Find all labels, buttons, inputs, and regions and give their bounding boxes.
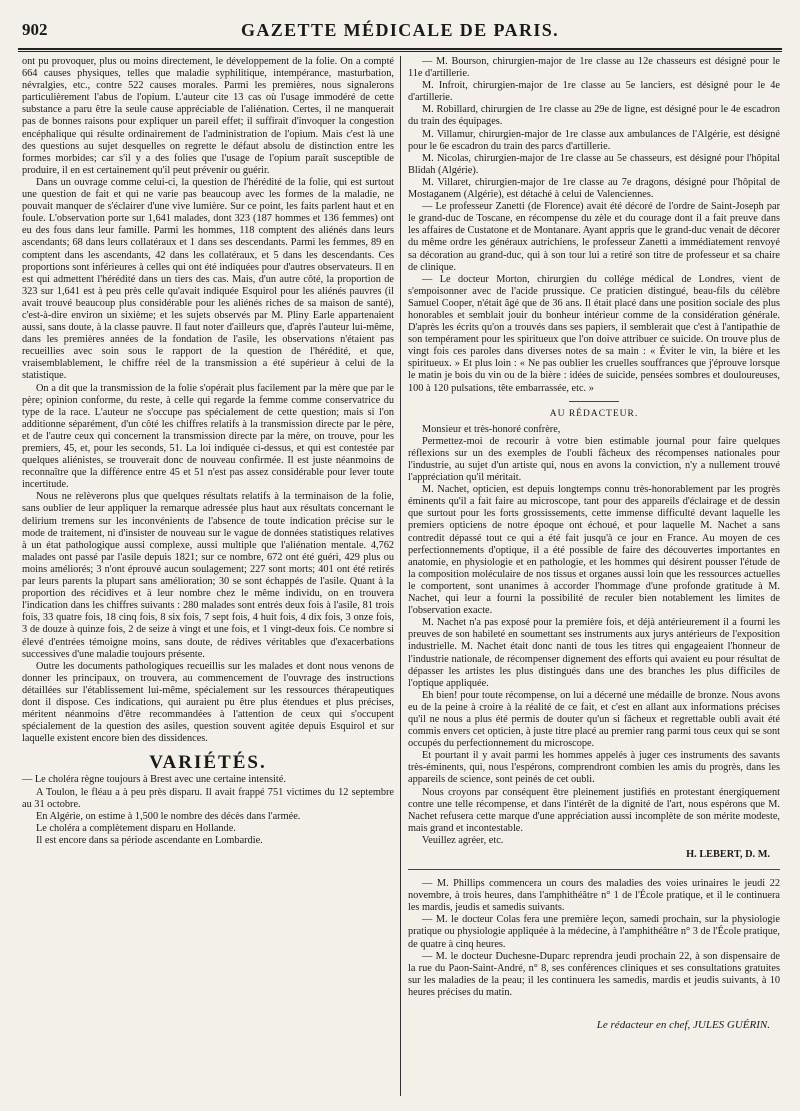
journal-title: GAZETTE MÉDICALE DE PARIS. bbox=[240, 20, 560, 40]
letter-paragraph: Eh bien! pour toute récompense, on lui a décerné une médaille de bronze. Nous avons eu de la peine à croire à la réalité de ce fait, et c'est en allant aux informations précises qu'il ne nous a plus été permis de douter qu'un si fâcheux et regrettable oubli avait été commis envers cet opticien, à juste titre placé au premier rang parmi tous ceux qui se sont occupés du perfectionnement du microscope. bbox=[408, 689, 780, 750]
header-rule bbox=[18, 48, 782, 50]
paragraph: Outre les documents pathologiques recueillis sur les malades et dont nous venons de donner les principaux, on trouvera, au commencement de l'ouvrage des instructions détaillées sur l'établissement lui-même, spécialement sur les ressources thérapeutiques dont il dispose. Ces indications, qui auraient pu être plus étendues et plus précises, méritent néanmoins d'être recommandées à l'attention de ceux qui s'occupent spécialement de la question des asiles, question souvent agitée depuis Esquirol et sur laquelle existent encore bien des dissidences. bbox=[22, 660, 394, 745]
separator bbox=[408, 869, 780, 870]
nomination-item: M. Villamur, chirurgien-major de 1re classe aux ambulances de l'Algérie, est désigné pour le 6e escadron du train des parcs d'artillerie. bbox=[408, 128, 780, 152]
page-number: 902 bbox=[22, 20, 48, 39]
nomination-item: M. Nicolas, chirurgien-major de 1re classe au 5e chasseurs, est désigné pour l'hôpital Blidah (Algérie). bbox=[408, 152, 780, 176]
letter-paragraph: Permettez-moi de recourir à votre bien estimable journal pour faire quelques réflexions sur un des exemples de l'oubli fâcheux des récompenses nationales pour l'industrie, au sujet d'un artiste qui, nous en avons la conviction, n'y a nullement trouvé l'appréciation qu'il méritait. bbox=[408, 435, 780, 484]
paragraph: ont pu provoquer, plus ou moins directement, le développement de la folie. On a compté 664 causes physiques, telles que maladie syphilitique, intempérance, masturbation, névralgies, etc., contre 522 causes morales. Parmi les premières, nous signalerons particulièrement l'abus de l'opium. L'auteur cite 13 cas où l'usage immodéré de cette substance a paru être la seule cause appréciable de l'aliénation. Certes, il ne manquerait pas de bonnes raisons pour expliquer un pareil effet; il suffirait d'invoquer la congestion encéphalique qui résulte ordinairement de l'administration de l'opium. Mais c'est là une des questions au sujet desquelles on regrette le défaut absolu de distinction entre les formes morbides; car s'il y a des folies que l'usage de l'opium paraît susceptible de produire, il en est certainement qu'il peut prévenir ou guérir. bbox=[22, 56, 394, 176]
editor-in-chief-line: Le rédacteur en chef, JULES GUÉRIN. bbox=[596, 1019, 770, 1032]
nomination-item: — M. Bourson, chirurgien-major de 1re classe au 12e chasseurs est désigné pour le 11e d'artillerie. bbox=[408, 56, 780, 80]
letter-heading: AU RÉDACTEUR. bbox=[549, 408, 639, 419]
nomination-item: M. Villaret, chirurgien-major de 1re classe au 7e dragons, désigné pour l'hôpital de Mostaganem (Algérie), est détaché à celui de Valenciennes. bbox=[408, 176, 780, 201]
nomination-item: M. Robillard, chirurgien de 1re classe au 29e de ligne, est désigné pour le 4e escadron du train des équipages. bbox=[408, 104, 780, 128]
left-column bbox=[22, 56, 394, 847]
news-zanetti: — Le professeur Zanetti (de Florence) avait été décoré de l'ordre de Saint-Joseph par le grand-duc de Toscane, en récompense du zèle et du courage dont il a fait preuve dans les affaires de Custatone et de Montanare. Ayant appris que le grand-duc venait de décorer du même ordre les généraux autrichiens, le professeur Zanetti a immédiatement renvoyé sa décoration au grand-duc, qui à son tour lui a retiré son titre de professeur et sa chaire de clinique. bbox=[408, 201, 780, 273]
section-title-varietes: VARIÉTÉS. bbox=[149, 752, 267, 774]
letter-signature: H. LEBERT, D. M. bbox=[686, 849, 770, 860]
news-item: A Toulon, le fléau a à peu près disparu. Il avait frappé 751 victimes du 12 septembre au 31 octobre. bbox=[22, 786, 394, 810]
course-notice: — M. le docteur Duchesne-Duparc reprendra jeudi prochain 22, à son dispensaire de la rue du Paon-Saint-André, n° 8, ses conférences cliniques et ses consultations gratuites sur les maladies de la peau; il les continuera les samedis, mardis et jeudis suivants, à 10 heures précises du matin. bbox=[408, 950, 780, 998]
course-notice: — M. le docteur Colas fera une première leçon, samedi prochain, sur la physiologie pratique ou physiologie appliquée à la médecine, à l'amphithéâtre n° 3 de l'École pratique, de quatre à cinq heures. bbox=[408, 914, 780, 950]
paragraph: Nous ne relèverons plus que quelques résultats relatifs à la terminaison de la folie, sans oublier de leur appliquer la remarque adressée plus haut aux résultats concernant le delirium tremens sur les inconvénients de l'absence de toute indication précise sur le mode de traitement, ni d'insister de nouveau sur le vague de données statistiques relatives à un état pathologique aussi complexe, aussi multiple que l'aliénation mentale. 4,762 malades ont passé par l'asile depuis 1821; sur ce nombre, 672 ont été guéri, 429 plus ou moins améliorés; 3 n'ont éprouvé aucun soulagement; 227 sont morts; 401 ont été retirés par leurs parents la plupart sans amélioration; 30 se sont échappés de l'asile. Quant à la proportion des récidives et à leur nombre chez le même individu, on en trouvera l'indication dans les chiffres suivants : 280 malades sont entrés deux fois à l'asile, 81 trois fois, 33 quatre fois, 18 cinq fois, 8 six fois, 7 sept fois, 4 huit fois, 4 dix fois, 3 onze fois, 3 de douze à quinze fois, 2 de seize à vingt et une fois, et 1 vingt-deux fois. Ce nombre si élevé d'entrées témoigne moins, sans doute, de rédives véritables que d'exacerbations successives d'une maladie toujours présente. bbox=[22, 491, 394, 660]
letter-paragraph: Nous croyons par conséquent être pleinement justifiés en protestant énergiquement contre une telle récompense, et dans l'intérêt de la dignité de l'art, nous espérons que M. Nachet refusera cette marque d'une appréciation aussi incomplète de son mérite modeste, mais grand et incontestable. bbox=[408, 786, 780, 834]
separator bbox=[569, 401, 619, 402]
letter-paragraph: M. Nachet, opticien, est depuis longtemps connu très-honorablement par les progrès éminents qu'il a fait faire au microscope, tant pour des appareils d'éclairage et de dessin que surtout pour les forts grossissements, cette immense difficulté devant laquelle les premiers opticiens de notre époque ont échoué, et pour laquelle M. Nachet a sans contredit dépassé tout ce qui a été fait jusqu'à ce jour en France. Au moyen de ces perfectionnements d'optique, il a été possible de faire des découvertes importantes en anatomie, en physiologie et en pathologie, et les hommes qui désirent pousser l'étude de la composition moléculaire de nos tissus et organes aussi loin que les ressources actuelles le comportent, sont unanimes à accorder l'hommage d'une profonde gratitude à M. Nachet, qui leur a fourni la possibilité de reculer bien notablement les limites de l'observation exacte. bbox=[408, 484, 780, 617]
news-item: En Algérie, on estime à 1,500 le nombre des décès dans l'armée. bbox=[36, 810, 301, 822]
page-header bbox=[18, 20, 782, 46]
nomination-item: M. Infroit, chirurgien-major de 1re classe au 5e lanciers, est désigné pour le 4e d'artillerie. bbox=[408, 80, 780, 104]
news-morton: — Le docteur Morton, chirurgien du collége médical de Londres, vient de s'empoisonner avec de l'acide prussique. Ce praticien distingué, beau-fils du célèbre Samuel Cooper, n'était âgé que de 36 ans. Il était placé dans une position sociale des plus honorables et semblait jouir du bonheur intérieur comme de la considération générale. D'après les écrits qu'on a trouvés dans ses papiers, il semblerait que c'est à l'antipathie de son tempérament pour les spiritueux que l'on doive attribuer ce suicide. On trouve plus de vingt fois ces paroles dans diverses notes de sa main : « Éviter le vin, la bière et les spiritueux. » Et plus loin : « Ne pas oublier les cruelles souffrances que j'éprouve lorsque le matin je bois du vin ou de la bière : idées de suicide, pensées sombres et douloureuses, 100 à 120 pulsations, tête embarrassée, etc. » bbox=[408, 273, 780, 394]
column-divider bbox=[400, 56, 401, 1096]
course-notice: — M. Phillips commencera un cours des maladies des voies urinaires le jeudi 22 novembre, à trois heures, dans l'amphithéâtre n° 1 de l'École pratique, et il le continuera les mardis, jeudis et samedis suivants. bbox=[408, 878, 780, 914]
letter-paragraph: M. Nachet n'a pas exposé pour la première fois, et déjà antérieurement il a fourni les preuves de son habileté en soumettant ses instruments aux jurys antérieurs de l'exposition industrielle. M. Nachet était donc nanti de tous les titres qui engageaient l'honneur de l'industrie nationale, de récompenser dignement des efforts qui avaient eu pour résultat de dépasser les artistes les plus distingués dans une des branches les plus difficiles de l'optique appliquée. bbox=[408, 617, 780, 689]
letter-salutation: Monsieur et très-honoré confrère, bbox=[422, 423, 561, 435]
right-column bbox=[408, 56, 780, 1031]
paragraph: On a dit que la transmission de la folie s'opérait plus facilement par la mère que par le père; opinion conforme, du reste, à celle qui regarde la femme comme conservatrice du type de la race. L'auteur ne s'occupe pas spécialement de cette question; mais si l'on additionne séparément, d'un côté les chiffres relatifs à la transmission directe par le père, et de l'autre ceux qui concernent la transmission directe par la mère, on trouve, pour les premiers, 45, et, pour les seconds, 51. La loi indiquée ci-dessus, et qui est contestée par quelques aliénistes, se trouverait donc de nouveau confirmée. Il est juste néanmoins de reconnaître que la différence entre 45 et 51 n'est pas assez considérable pour lever toute incertitude. bbox=[22, 382, 394, 491]
letter-paragraph: Et pourtant il y avait parmi les hommes appelés à juger ces instruments des savants très-éminents, qui, nous l'espérons, comprendront combien les amis du progrès, dans les appareils de science, sont peinés de cet oubli. bbox=[408, 750, 780, 786]
news-item: — Le choléra règne toujours à Brest avec une certaine intensité. bbox=[22, 774, 286, 786]
paragraph: Dans un ouvrage comme celui-ci, la question de l'hérédité de la folie, qui est surtout une question de fait et qui ne varie pas beaucoup avec les formes de la maladie, ne pouvait manquer de s'éclairer d'une vive lumière. Sur ce point, les faits parlent haut et en foule. L'observation porte sur 1,641 malades, dont 323 (187 hommes et 136 femmes) ont eu des fous dans leur famille. Parmi les hommes, 118 comptent des aliénés dans leurs ascendants; 68 dans leurs collatéraux et 1 dans ses descendants. Parmi les femmes, 89 en comptent dans les ascendants, 42 dans les collatéraux, et 5 dans les descendants. Ces proportions sont inférieures à celles qui ont été indiquées pour d'autres observateurs. Il en est qui admettent l'hérédité dans un tiers des cas. Mais, d'un autre côté, la proportion de 323 sur 1,641 est à peu près celle qu'avait indiquée Esquirol pour les aliénés pauvres (il avait trouvé beaucoup plus considérable pour les aliénés riches de sa maison de santé), c'est-à-dire environ un sixième; et les sujets observés par M. Pliny Earle appartenaient aussi, sans doute, à la classe pauvre. Il faut noter d'ailleurs que, d'après l'auteur lui-même, dans les premières années de la fondation de l'asile, les observations n'étaient pas recueillies avec soin sous le rapport de la question de l'hérédité, et que, vraisemblablement, le chiffre réel de la transmission a été supérieur à celui de la statistique. bbox=[22, 176, 394, 382]
news-item: Il est encore dans sa période ascendante en Lombardie. bbox=[36, 834, 263, 846]
letter-paragraph: Veuillez agréer, etc. bbox=[422, 834, 504, 846]
news-item: Le choléra a complètement disparu en Hollande. bbox=[36, 822, 236, 834]
header-rule-thin bbox=[18, 51, 782, 52]
